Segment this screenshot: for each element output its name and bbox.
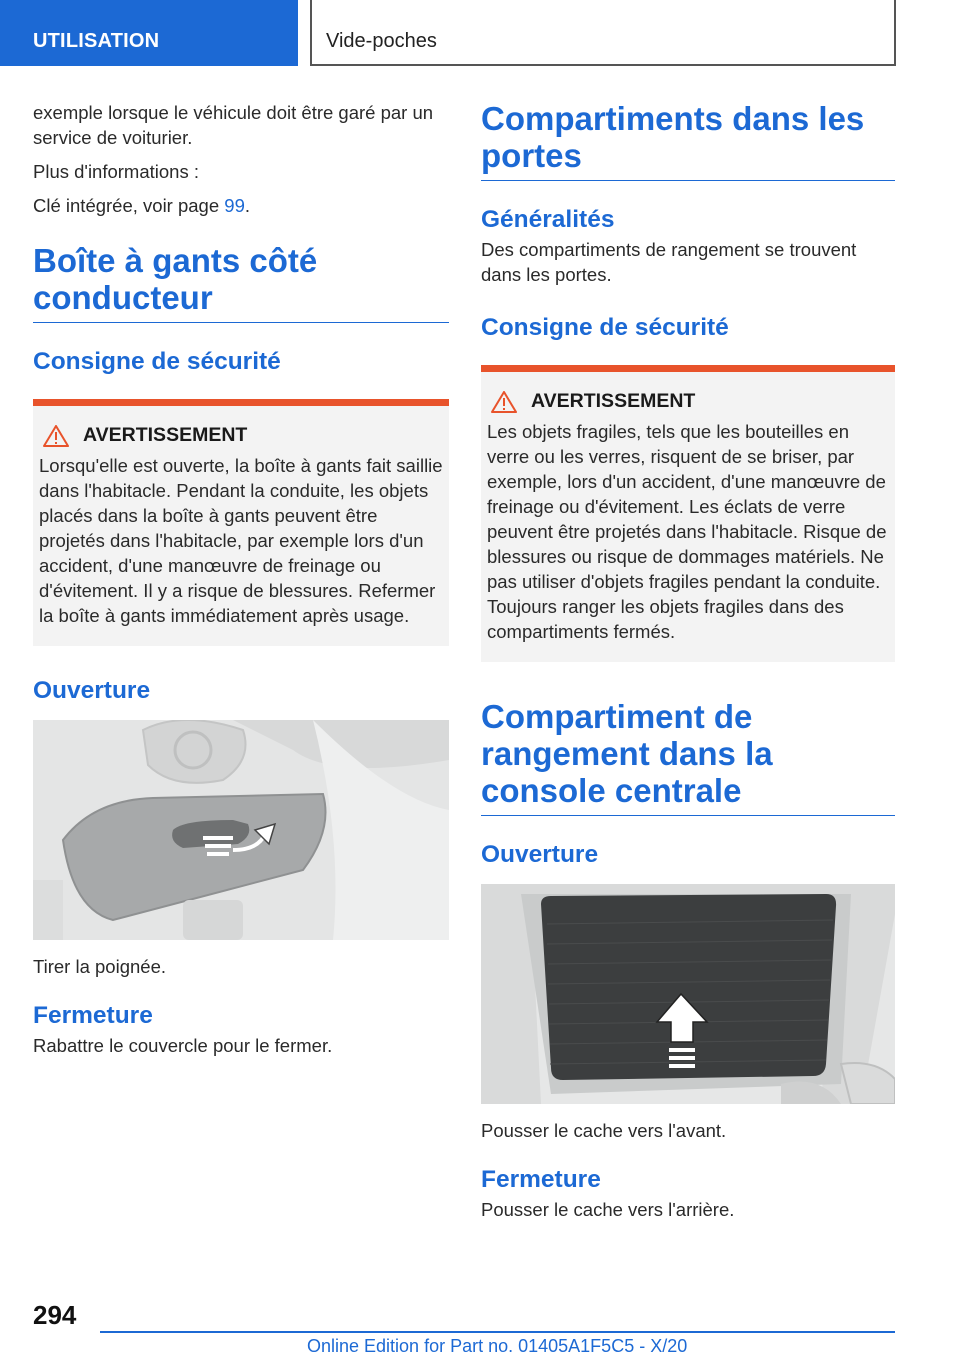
warning-box	[33, 399, 449, 646]
header-subsection-title: Vide-poches	[310, 0, 896, 66]
closing-text-right: Pousser le cache vers l'arrière.	[481, 1199, 735, 1220]
left-column	[33, 100, 449, 1067]
subheading-opening: Ouverture	[33, 677, 151, 704]
warning-title-text: AVERTISSEMENT	[83, 424, 248, 446]
warning-box-right	[481, 365, 895, 662]
warning-title	[39, 424, 443, 447]
section-heading-center-console: Compartiment de rangement dans la console centrale	[481, 698, 895, 816]
subheading-closing: Fermeture	[33, 1002, 153, 1029]
opening-caption: Tirer la poignée.	[33, 956, 166, 977]
warning-triangle-icon	[43, 425, 69, 447]
header-section-title: UTILISATION	[0, 0, 298, 66]
warning-text-right: Les objets fragiles, tels que les bouteilles en verre ou les verres, risquent de se briser, par exemple, lors d'un accident, d'une manœuvre de freinage ou d'évitement. Les éclats de verre peuvent être projetés dans l'habitacle. Risque de blessures ou risque de dommages matériels. Ne pas utiliser d'objets fragiles pendant la conduite. Toujours ranger les objets fragiles dans des compartiments fermés.	[487, 421, 887, 642]
cross-reference-text: Clé intégrée, voir page	[33, 195, 225, 216]
page-header	[0, 0, 960, 66]
subheading-closing-right: Fermeture	[481, 1166, 601, 1193]
cross-reference	[33, 193, 449, 218]
more-info-label: Plus d'informations :	[33, 161, 199, 182]
page-number: 294	[33, 1300, 77, 1330]
subheading-safety-right: Consigne de sécurité	[481, 314, 729, 341]
warning-title-text-right: AVERTISSEMENT	[531, 390, 696, 412]
warning-triangle-icon	[491, 391, 517, 413]
warning-title-right	[487, 390, 889, 413]
subheading-opening-right: Ouverture	[481, 841, 599, 868]
glovebox-illustration	[33, 720, 449, 940]
right-column	[481, 100, 895, 1231]
section-heading-glovebox: Boîte à gants côté conducteur	[33, 242, 449, 323]
intro-paragraph: exemple lorsque le véhicule doit être garé par un service de voiturier.	[33, 102, 434, 148]
closing-text: Rabattre le couvercle pour le fermer.	[33, 1035, 333, 1056]
footer-edition-text: Online Edition for Part no. 01405A1F5C5 - X/20	[307, 1336, 688, 1356]
warning-text: Lorsqu'elle est ouverte, la boîte à gants fait saillie dans l'habitacle. Pendant la conduite, les objets placés dans la boîte à gants peuvent être projetés dans l'habitacle, par exemple lors d'un accident, d'une manœuvre de freinage ou d'évitement. Il y a risque de blessures. Refermer la boîte à gants immédiatement après usage.	[39, 455, 443, 626]
center-console-illustration	[481, 884, 895, 1104]
subheading-safety: Consigne de sécurité	[33, 348, 281, 375]
section-heading-door-compartments: Compartiments dans les portes	[481, 100, 895, 181]
page-link-99[interactable]: 99	[224, 195, 245, 216]
cross-reference-suffix: .	[244, 195, 250, 216]
footer-divider	[100, 1331, 895, 1333]
general-text: Des compartiments de rangement se trouvent dans les portes.	[481, 239, 857, 285]
opening-caption-right: Pousser le cache vers l'avant.	[481, 1120, 727, 1141]
subheading-general: Généralités	[481, 206, 615, 233]
